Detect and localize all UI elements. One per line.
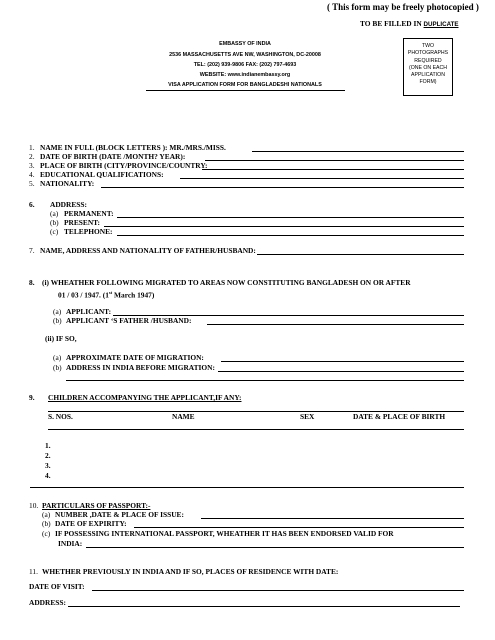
duplicate-word: DUPLICATE bbox=[423, 21, 459, 28]
migration-question: (i) WHEATHER FOLLOWING MIGRATED TO AREAS NOW CONSTITUTING BANGLADESH ON OR AFTER bbox=[42, 278, 411, 287]
children-title: CHILDREN ACCOMPANYING THE APPLICANT,IF ANY: bbox=[48, 393, 242, 402]
field-number: 11. bbox=[29, 567, 38, 576]
passport-number-label: NUMBER ,DATE & PLACE OF ISSUE: bbox=[55, 510, 184, 519]
nationality-input-line[interactable] bbox=[101, 187, 464, 188]
field-number: 8. bbox=[29, 278, 35, 287]
sub-index: (b) bbox=[53, 363, 62, 372]
passport-expiry-label: DATE OF EXPIRITY: bbox=[55, 519, 127, 528]
field-number: 6. bbox=[29, 200, 35, 209]
duplicate-prefix: TO BE FILLED IN bbox=[360, 19, 422, 28]
children-row-number: 2. bbox=[45, 451, 51, 460]
sub-index: (a) bbox=[50, 209, 59, 218]
place-of-birth-label: PLACE OF BIRTH (CITY/PROVINCE/COUNTRY: bbox=[40, 161, 208, 170]
duplicate-note bbox=[360, 19, 459, 28]
field-number: 4. bbox=[29, 170, 35, 179]
form-title: VISA APPLICATION FORM FOR BANGLADESHI NATIONALS bbox=[168, 82, 322, 88]
passport-title: PARTICULARS OF PASSPORT:- bbox=[42, 501, 151, 510]
embassy-address: 2536 MASSACHUSETTS AVE NW, WASHINGTON, DC-20008 bbox=[169, 52, 321, 58]
passport-endorsed-india-label: INDIA: bbox=[58, 539, 83, 548]
sub-index: (b) bbox=[53, 316, 62, 325]
children-col-dob: DATE & PLACE OF BIRTH bbox=[353, 412, 446, 421]
field-number: 3. bbox=[29, 161, 35, 170]
field-number: 1. bbox=[29, 143, 35, 152]
field-number: 10. bbox=[29, 501, 39, 510]
passport-endorsed-input-line[interactable] bbox=[86, 547, 464, 548]
india-address-label: ADDRESS IN INDIA BEFORE MIGRATION: bbox=[66, 363, 215, 372]
embassy-tel-fax: TEL: (202) 939-9806 FAX: (202) 797-4693 bbox=[193, 62, 297, 68]
migration-date-sup: st bbox=[108, 290, 113, 295]
photocopy-note: ( This form may be freely photocopied ) bbox=[327, 2, 479, 12]
passport-expiry-input-line[interactable] bbox=[134, 527, 464, 528]
dob-label: DATE OF BIRTH (DATE /MONTH? YEAR): bbox=[40, 152, 186, 161]
field-number: 5. bbox=[29, 179, 35, 188]
applicant-migrated-label: APPLICANT: bbox=[66, 307, 112, 316]
sub-index: (b) bbox=[50, 218, 59, 227]
children-col-sex: SEX bbox=[300, 412, 315, 421]
permanent-address-label: PERMANENT: bbox=[64, 209, 114, 218]
telephone-label: TELEPHONE: bbox=[64, 227, 113, 236]
sub-index: (a) bbox=[42, 510, 51, 519]
date-of-visit-input-line[interactable] bbox=[92, 590, 464, 591]
sub-index: (a) bbox=[53, 307, 62, 316]
nationality-label: NATIONALITY: bbox=[40, 179, 95, 188]
passport-endorsed-label: IF POSSESSING INTERNATIONAL PASSPORT, WHEATHER IT HAS BEEN ENDORSED VALID FOR bbox=[55, 529, 394, 538]
field-number: 9. bbox=[29, 393, 35, 402]
photograph-box bbox=[403, 38, 453, 96]
photo-box-line: FORM) bbox=[419, 79, 437, 86]
children-col-sno: S. NOS. bbox=[48, 412, 73, 421]
present-address-label: PRESENT: bbox=[64, 218, 100, 227]
father-migrated-label: APPLICANT ‘S FATHER /HUSBAND: bbox=[66, 316, 192, 325]
migration-date-input-line[interactable] bbox=[221, 361, 464, 362]
photo-box-line: APPLICATION bbox=[411, 72, 445, 79]
sub-index: (c) bbox=[50, 227, 59, 236]
previous-address-label: ADDRESS: bbox=[29, 598, 66, 607]
embassy-name: EMBASSY OF INDIA bbox=[219, 41, 271, 47]
field-number: 7. bbox=[29, 246, 35, 255]
father-husband-input-line[interactable] bbox=[257, 254, 464, 255]
photo-box-line: PHOTOGRAPHS bbox=[407, 50, 449, 57]
previous-address-input-line[interactable] bbox=[68, 606, 460, 607]
sub-index: (a) bbox=[53, 353, 62, 362]
migration-date-text: 01 / 03 / 1947. (1 bbox=[58, 290, 109, 300]
dob-input-line[interactable] bbox=[205, 160, 464, 161]
previous-visits-title: WHETHER PREVIOUSLY IN INDIA AND IF SO, PLACES OF RESIDENCE WITH DATE: bbox=[42, 567, 339, 576]
india-address-input-line-2[interactable] bbox=[66, 380, 464, 381]
photo-box-line: TWO bbox=[421, 43, 435, 49]
father-husband-label: NAME, ADDRESS AND NATIONALITY OF FATHER/HUSBAND: bbox=[40, 246, 256, 255]
india-address-input-line[interactable] bbox=[218, 371, 464, 372]
children-col-name: NAME bbox=[172, 412, 195, 421]
children-row-number: 3. bbox=[45, 461, 51, 470]
field-number: 2. bbox=[29, 152, 35, 161]
migration-date-label: APPROXIMATE DATE OF MIGRATION: bbox=[66, 353, 204, 362]
date-of-visit-label: DATE OF VISIT: bbox=[29, 582, 85, 591]
sub-index: (b) bbox=[42, 519, 51, 528]
embassy-website: WEBSITE: www.indianembassy.org bbox=[199, 72, 291, 78]
present-address-input-line[interactable] bbox=[104, 226, 464, 227]
children-row-number: 4. bbox=[45, 471, 51, 480]
migration-date-rest: March 1947) bbox=[112, 290, 155, 300]
sub-index: (c) bbox=[42, 529, 51, 538]
photo-box-line: (ONE ON EACH bbox=[408, 64, 448, 71]
education-input-line[interactable] bbox=[180, 178, 464, 179]
name-label: NAME IN FULL (BLOCK LETTERS ): MR./MRS./MISS. bbox=[40, 143, 226, 152]
photo-box-line: REQUIRED bbox=[414, 57, 442, 64]
children-header-rule bbox=[48, 429, 464, 430]
children-row-number: 1. bbox=[45, 441, 51, 450]
migration-date bbox=[58, 288, 154, 299]
address-title: ADDRESS: bbox=[50, 200, 87, 209]
name-input-line[interactable] bbox=[252, 151, 464, 152]
passport-number-input-line[interactable] bbox=[201, 518, 464, 519]
father-migrated-input-line[interactable] bbox=[207, 324, 464, 325]
children-bottom-rule bbox=[30, 487, 464, 488]
form-title-underline bbox=[146, 90, 345, 91]
if-so-label: (ii) IF SO, bbox=[45, 334, 77, 343]
permanent-address-input-line[interactable] bbox=[117, 217, 464, 218]
telephone-input-line[interactable] bbox=[117, 235, 464, 236]
place-of-birth-input-line[interactable] bbox=[202, 169, 464, 170]
education-label: EDUCATIONAL QUALIFICATIONS: bbox=[40, 170, 164, 179]
